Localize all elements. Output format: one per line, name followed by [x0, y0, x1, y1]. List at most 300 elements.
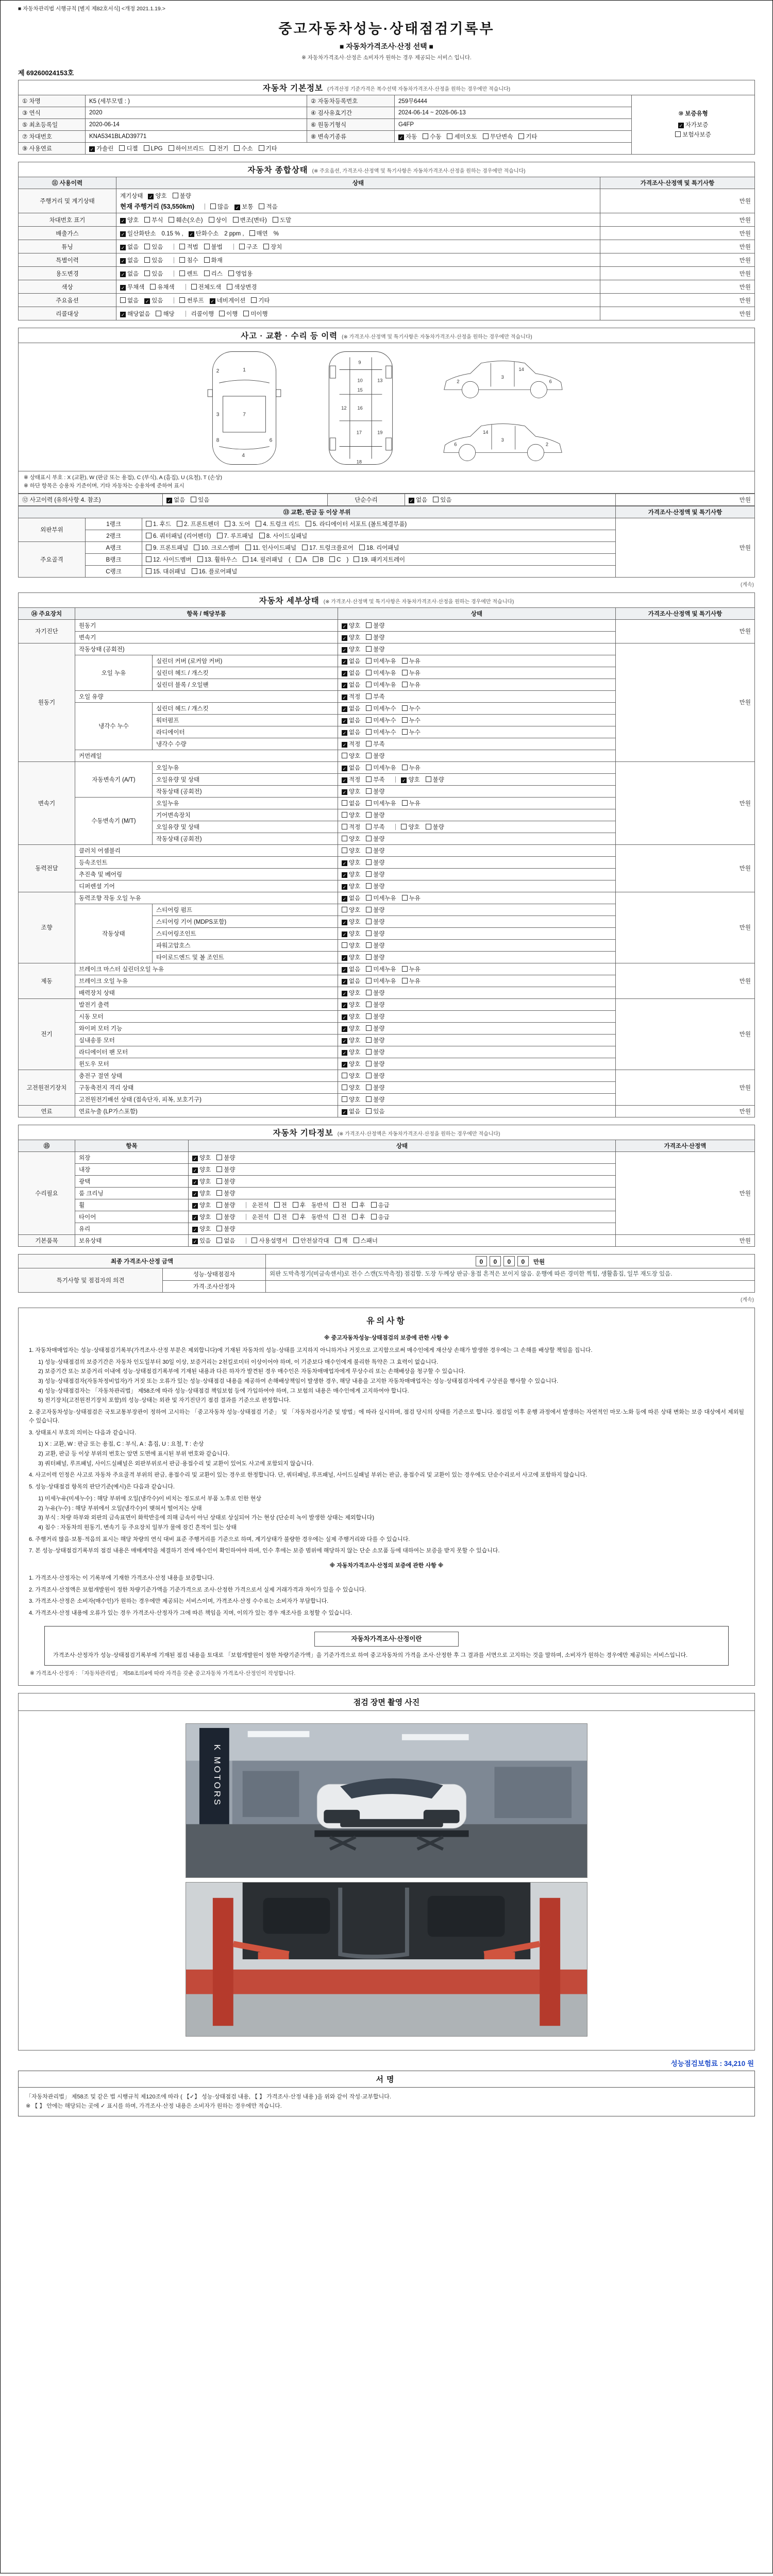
checkbox-icon[interactable]: [371, 1202, 377, 1208]
checkbox-icon[interactable]: [366, 753, 372, 758]
option-화재[interactable]: [204, 256, 223, 264]
checkbox-icon[interactable]: [366, 824, 372, 829]
option-불량[interactable]: [366, 1036, 384, 1044]
option-15. 대쉬패널[interactable]: [146, 567, 186, 575]
option-16. 플로어패널[interactable]: [192, 567, 238, 575]
checkbox-icon[interactable]: [366, 966, 372, 972]
checkbox-icon[interactable]: [293, 1202, 298, 1208]
option-양호[interactable]: [342, 882, 360, 890]
option-일산화탄소[interactable]: [120, 229, 156, 238]
checkbox-icon[interactable]: [225, 521, 230, 527]
option-불량[interactable]: [366, 906, 384, 914]
option-불량[interactable]: [216, 1225, 235, 1233]
checkbox-icon[interactable]: [342, 824, 347, 829]
option-양호[interactable]: [192, 1177, 211, 1185]
option-불량[interactable]: [366, 870, 384, 878]
checkbox-icon[interactable]: [169, 145, 174, 151]
option-불량[interactable]: [366, 1060, 384, 1068]
option-장치[interactable]: [263, 243, 282, 251]
checkbox-icon[interactable]: ✓: [342, 694, 347, 700]
checkbox-icon[interactable]: [366, 812, 372, 818]
checkbox-icon[interactable]: [402, 729, 408, 735]
checkbox-icon[interactable]: [402, 978, 408, 984]
option-미세누수[interactable]: [366, 716, 396, 724]
checkbox-icon[interactable]: ✓: [342, 730, 347, 736]
option-보통[interactable]: [234, 202, 253, 211]
checkbox-icon[interactable]: ✓: [342, 884, 347, 890]
checkbox-icon[interactable]: [366, 907, 372, 912]
option-양호[interactable]: [342, 835, 360, 843]
checkbox-icon[interactable]: ✓: [193, 1203, 197, 1209]
checkbox-icon[interactable]: [120, 297, 126, 303]
option-불량[interactable]: [216, 1165, 235, 1174]
option-있음[interactable]: [192, 1236, 211, 1245]
option-불량[interactable]: [216, 1177, 235, 1185]
checkbox-icon[interactable]: ✓: [342, 659, 347, 665]
option-불량[interactable]: [366, 811, 384, 819]
checkbox-icon[interactable]: [354, 556, 359, 562]
checkbox-icon[interactable]: [366, 883, 372, 889]
option-양호[interactable]: [342, 1036, 360, 1044]
option-많음[interactable]: [210, 202, 229, 211]
checkbox-icon[interactable]: [210, 204, 216, 209]
checkbox-icon[interactable]: [366, 776, 372, 782]
checkbox-icon[interactable]: [366, 646, 372, 652]
checkbox-icon[interactable]: [366, 1073, 372, 1078]
option-없음[interactable]: [342, 681, 360, 689]
checkbox-icon[interactable]: ✓: [399, 135, 404, 140]
checkbox-icon[interactable]: [306, 521, 311, 527]
checkbox-icon[interactable]: [216, 1214, 222, 1219]
checkbox-icon[interactable]: [144, 217, 150, 223]
checkbox-icon[interactable]: [366, 919, 372, 924]
checkbox-icon[interactable]: ✓: [342, 789, 347, 795]
checkbox-icon[interactable]: ✓: [90, 147, 94, 152]
option-양호[interactable]: [342, 645, 360, 653]
option-양호[interactable]: [342, 1012, 360, 1021]
checkbox-icon[interactable]: ✓: [121, 258, 125, 264]
checkbox-icon[interactable]: [342, 1096, 347, 1102]
checkbox-icon[interactable]: [359, 545, 365, 550]
option-없음[interactable]: [409, 496, 427, 504]
checkbox-icon[interactable]: ✓: [121, 285, 125, 291]
option-없음[interactable]: [342, 1107, 360, 1115]
option-있음[interactable]: [144, 296, 163, 304]
checkbox-icon[interactable]: [249, 230, 255, 236]
option-양호[interactable]: [192, 1165, 211, 1174]
checkbox-icon[interactable]: [366, 800, 372, 806]
checkbox-icon[interactable]: [217, 533, 223, 538]
checkbox-icon[interactable]: ✓: [342, 742, 347, 748]
option-누유[interactable]: [402, 977, 421, 985]
option-부식[interactable]: [144, 216, 163, 224]
checkbox-icon[interactable]: [402, 705, 408, 711]
checkbox-icon[interactable]: [366, 729, 372, 735]
checkbox-icon[interactable]: [366, 682, 372, 687]
option-8. 사이드실패널[interactable]: [259, 532, 307, 540]
checkbox-icon[interactable]: [144, 244, 150, 249]
option-불량[interactable]: [173, 192, 191, 200]
option-후[interactable]: [352, 1213, 365, 1221]
option-전[interactable]: [333, 1213, 346, 1221]
checkbox-icon[interactable]: [144, 257, 150, 263]
checkbox-icon[interactable]: ✓: [193, 1239, 197, 1244]
option-있음[interactable]: [144, 256, 163, 264]
checkbox-icon[interactable]: ✓: [342, 860, 347, 866]
option-양호[interactable]: [342, 787, 360, 795]
checkbox-icon[interactable]: [366, 634, 372, 640]
option-13. 휠하우스[interactable]: [197, 555, 238, 564]
option-보험사보증[interactable]: [635, 130, 751, 139]
option-7. 루프패널[interactable]: [217, 532, 254, 540]
checkbox-icon[interactable]: [216, 1202, 222, 1208]
option-기타[interactable]: [251, 296, 270, 304]
option-전체도색[interactable]: [191, 283, 221, 291]
option-적정[interactable]: [342, 740, 360, 748]
option-양호[interactable]: [192, 1154, 211, 1162]
option-잭[interactable]: [335, 1236, 348, 1245]
checkbox-icon[interactable]: [371, 1214, 377, 1219]
checkbox-icon[interactable]: [423, 133, 428, 139]
option-누유[interactable]: [402, 681, 421, 689]
option-미세누수[interactable]: [366, 728, 396, 736]
checkbox-icon[interactable]: [342, 800, 347, 806]
checkbox-icon[interactable]: [402, 658, 408, 664]
option-양호[interactable]: [401, 823, 419, 831]
checkbox-icon[interactable]: [191, 497, 196, 502]
checkbox-icon[interactable]: [366, 848, 372, 853]
checkbox-icon[interactable]: ✓: [342, 931, 347, 937]
checkbox-icon[interactable]: [216, 1178, 222, 1184]
option-A[interactable]: [296, 556, 307, 563]
option-이행[interactable]: [219, 310, 238, 318]
option-1. 후드[interactable]: [146, 520, 171, 528]
checkbox-icon[interactable]: [263, 244, 269, 249]
checkbox-icon[interactable]: [366, 1096, 372, 1102]
option-불량[interactable]: [366, 1095, 384, 1104]
checkbox-icon[interactable]: [402, 895, 408, 901]
option-불량[interactable]: [366, 621, 384, 630]
checkbox-icon[interactable]: [234, 145, 240, 151]
checkbox-icon[interactable]: ✓: [409, 498, 414, 503]
checkbox-icon[interactable]: ✓: [210, 298, 215, 304]
checkbox-icon[interactable]: [146, 556, 152, 562]
checkbox-icon[interactable]: [259, 145, 264, 151]
option-양호[interactable]: [120, 216, 139, 224]
checkbox-icon[interactable]: ✓: [193, 1191, 197, 1197]
checkbox-icon[interactable]: [194, 545, 199, 550]
option-기타[interactable]: [518, 132, 537, 141]
option-무채색[interactable]: [120, 283, 144, 291]
option-불량[interactable]: [366, 1001, 384, 1009]
checkbox-icon[interactable]: [156, 311, 161, 316]
checkbox-icon[interactable]: [402, 717, 408, 723]
checkbox-icon[interactable]: [219, 311, 225, 316]
option-전기[interactable]: [210, 144, 228, 152]
option-불량[interactable]: [366, 882, 384, 890]
option-하이브리드[interactable]: [169, 144, 205, 152]
option-후[interactable]: [293, 1201, 306, 1209]
checkbox-icon[interactable]: [150, 284, 156, 290]
checkbox-icon[interactable]: [251, 297, 257, 303]
option-양호[interactable]: [342, 621, 360, 630]
checkbox-icon[interactable]: [366, 895, 372, 901]
checkbox-icon[interactable]: [216, 1238, 222, 1243]
checkbox-icon[interactable]: [179, 244, 185, 249]
checkbox-icon[interactable]: ✓: [342, 1003, 347, 1008]
checkbox-icon[interactable]: [366, 978, 372, 984]
checkbox-icon[interactable]: [228, 270, 234, 276]
checkbox-icon[interactable]: [402, 670, 408, 675]
option-양호[interactable]: [342, 1095, 360, 1104]
checkbox-icon[interactable]: [366, 1061, 372, 1066]
option-응급[interactable]: [371, 1201, 390, 1209]
option-불량[interactable]: [366, 645, 384, 653]
checkbox-icon[interactable]: [342, 907, 347, 912]
option-양호[interactable]: [342, 1060, 360, 1068]
checkbox-icon[interactable]: [366, 1084, 372, 1090]
option-불량[interactable]: [216, 1213, 235, 1221]
checkbox-icon[interactable]: [216, 1166, 222, 1172]
option-불량[interactable]: [366, 858, 384, 867]
option-불량[interactable]: [366, 1048, 384, 1056]
checkbox-icon[interactable]: [209, 217, 214, 223]
checkbox-icon[interactable]: ✓: [145, 298, 149, 304]
option-불량[interactable]: [216, 1201, 235, 1209]
option-부족[interactable]: [366, 775, 384, 784]
option-17. 트렁크플로어[interactable]: [302, 544, 354, 552]
checkbox-icon[interactable]: [233, 217, 239, 223]
option-네비게이션[interactable]: [210, 296, 246, 304]
checkbox-icon[interactable]: [302, 545, 308, 550]
checkbox-icon[interactable]: [366, 1049, 372, 1055]
option-후[interactable]: [352, 1201, 365, 1209]
checkbox-icon[interactable]: [342, 812, 347, 818]
checkbox-icon[interactable]: ✓: [342, 683, 347, 688]
checkbox-icon[interactable]: ✓: [342, 979, 347, 985]
option-양호[interactable]: [192, 1201, 211, 1209]
checkbox-icon[interactable]: [216, 1155, 222, 1160]
option-없음[interactable]: [342, 704, 360, 713]
checkbox-icon[interactable]: [204, 270, 210, 276]
checkbox-icon[interactable]: [146, 533, 152, 538]
option-불량[interactable]: [366, 787, 384, 795]
checkbox-icon[interactable]: [179, 297, 185, 303]
option-미세누유[interactable]: [366, 977, 396, 985]
option-LPG[interactable]: [144, 145, 163, 152]
checkbox-icon[interactable]: [239, 244, 245, 249]
checkbox-icon[interactable]: [483, 133, 489, 139]
option-누수[interactable]: [402, 728, 421, 736]
checkbox-icon[interactable]: ✓: [342, 766, 347, 771]
option-불량[interactable]: [216, 1189, 235, 1197]
option-미세누수[interactable]: [366, 704, 396, 713]
checkbox-icon[interactable]: [366, 705, 372, 711]
option-미세누유[interactable]: [366, 894, 396, 902]
option-양호[interactable]: [342, 1024, 360, 1032]
option-C[interactable]: [329, 556, 341, 563]
option-불량[interactable]: [366, 1072, 384, 1080]
option-없음[interactable]: [342, 669, 360, 677]
checkbox-icon[interactable]: [259, 533, 265, 538]
checkbox-icon[interactable]: [251, 1238, 257, 1243]
option-누유[interactable]: [402, 799, 421, 807]
option-10. 크로스멤버[interactable]: [194, 544, 240, 552]
checkbox-icon[interactable]: [366, 930, 372, 936]
option-적정[interactable]: [342, 692, 360, 701]
checkbox-icon[interactable]: [259, 204, 264, 209]
option-리스[interactable]: [204, 269, 223, 278]
checkbox-icon[interactable]: [342, 848, 347, 853]
checkbox-icon[interactable]: [366, 693, 372, 699]
checkbox-icon[interactable]: ✓: [342, 718, 347, 724]
option-누수[interactable]: [402, 716, 421, 724]
option-미세누유[interactable]: [366, 669, 396, 677]
option-침수[interactable]: [179, 256, 198, 264]
option-적정[interactable]: [342, 775, 360, 784]
checkbox-icon[interactable]: [191, 284, 197, 290]
checkbox-icon[interactable]: [204, 244, 210, 249]
option-B[interactable]: [313, 556, 324, 563]
option-누유[interactable]: [402, 894, 421, 902]
option-불량[interactable]: [366, 953, 384, 961]
checkbox-icon[interactable]: [197, 556, 203, 562]
option-미세누유[interactable]: [366, 681, 396, 689]
checkbox-icon[interactable]: ✓: [121, 231, 125, 237]
option-불법[interactable]: [204, 243, 223, 251]
option-양호[interactable]: [192, 1213, 211, 1221]
option-없음[interactable]: [216, 1236, 235, 1245]
option-불량[interactable]: [366, 941, 384, 950]
checkbox-icon[interactable]: [366, 954, 372, 960]
option-없음[interactable]: [342, 716, 360, 724]
option-자가보증[interactable]: [635, 121, 751, 129]
checkbox-icon[interactable]: [366, 859, 372, 865]
option-없음[interactable]: [342, 764, 360, 772]
option-4. 트렁크 리드[interactable]: [256, 520, 300, 528]
option-불량[interactable]: [366, 846, 384, 855]
checkbox-icon[interactable]: ✓: [679, 123, 683, 128]
option-디젤[interactable]: [119, 144, 138, 152]
option-도말[interactable]: [273, 216, 291, 224]
option-탄화수소[interactable]: [189, 229, 219, 238]
option-없음[interactable]: [120, 256, 139, 264]
checkbox-icon[interactable]: [296, 556, 301, 562]
checkbox-icon[interactable]: ✓: [342, 635, 347, 641]
checkbox-icon[interactable]: ✓: [342, 1050, 347, 1056]
checkbox-icon[interactable]: ✓: [342, 872, 347, 878]
checkbox-icon[interactable]: ✓: [342, 920, 347, 925]
option-없음[interactable]: [342, 799, 360, 807]
checkbox-icon[interactable]: [335, 1238, 341, 1243]
option-5. 라디에이터 서포트 (볼트체결부품)[interactable]: [306, 520, 407, 528]
checkbox-icon[interactable]: [366, 741, 372, 747]
option-불량[interactable]: [366, 752, 384, 760]
checkbox-icon[interactable]: [518, 133, 524, 139]
option-양호[interactable]: [192, 1225, 211, 1233]
checkbox-icon[interactable]: [366, 622, 372, 628]
checkbox-icon[interactable]: [192, 568, 197, 574]
option-불량[interactable]: [366, 989, 384, 997]
checkbox-icon[interactable]: [146, 521, 152, 527]
option-매연[interactable]: [249, 229, 268, 238]
option-없음[interactable]: [120, 243, 139, 251]
checkbox-icon[interactable]: [177, 521, 182, 527]
checkbox-icon[interactable]: [426, 824, 431, 829]
checkbox-icon[interactable]: ✓: [342, 623, 347, 629]
checkbox-icon[interactable]: [313, 556, 318, 562]
option-불량[interactable]: [366, 633, 384, 641]
option-양호[interactable]: [342, 918, 360, 926]
option-양호[interactable]: [342, 1072, 360, 1080]
option-12. 사이드멤버[interactable]: [146, 555, 192, 564]
option-11. 인사이드패널[interactable]: [245, 544, 296, 552]
option-불량[interactable]: [366, 929, 384, 938]
checkbox-icon[interactable]: [366, 836, 372, 841]
option-18. 리어패널[interactable]: [359, 544, 399, 552]
checkbox-icon[interactable]: [274, 1202, 280, 1208]
option-부족[interactable]: [366, 692, 384, 701]
option-수동[interactable]: [423, 132, 441, 141]
option-19. 패키지트레이[interactable]: [354, 555, 405, 564]
option-누수[interactable]: [402, 704, 421, 713]
checkbox-icon[interactable]: [342, 1084, 347, 1090]
checkbox-icon[interactable]: [273, 217, 278, 223]
checkbox-icon[interactable]: [366, 788, 372, 794]
checkbox-icon[interactable]: [333, 1202, 339, 1208]
checkbox-icon[interactable]: [402, 800, 408, 806]
checkbox-icon[interactable]: ✓: [189, 231, 194, 237]
checkbox-icon[interactable]: [366, 1025, 372, 1031]
option-14. 필러패널[interactable]: [243, 555, 283, 564]
option-불량[interactable]: [366, 918, 384, 926]
option-수소[interactable]: [234, 144, 253, 152]
option-없음[interactable]: [342, 965, 360, 973]
option-불량[interactable]: [426, 775, 444, 784]
option-양호[interactable]: [342, 1083, 360, 1092]
checkbox-icon[interactable]: [210, 145, 215, 151]
checkbox-icon[interactable]: [366, 871, 372, 877]
checkbox-icon[interactable]: [354, 1238, 359, 1243]
checkbox-icon[interactable]: ✓: [342, 1026, 347, 1032]
option-양호[interactable]: [342, 1001, 360, 1009]
option-적법[interactable]: [179, 243, 198, 251]
option-변조(변타)[interactable]: [233, 216, 267, 224]
option-전[interactable]: [274, 1213, 287, 1221]
option-양호[interactable]: [342, 929, 360, 938]
checkbox-icon[interactable]: ✓: [342, 1109, 347, 1115]
checkbox-icon[interactable]: [333, 1214, 339, 1219]
option-가솔린[interactable]: [89, 144, 113, 152]
option-무단변속[interactable]: [483, 132, 513, 141]
checkbox-icon[interactable]: [204, 257, 210, 263]
option-양호[interactable]: [192, 1189, 211, 1197]
option-응급[interactable]: [371, 1213, 390, 1221]
checkbox-icon[interactable]: [146, 545, 152, 550]
option-양호[interactable]: [342, 989, 360, 997]
checkbox-icon[interactable]: ✓: [193, 1156, 197, 1161]
checkbox-icon[interactable]: [366, 1108, 372, 1114]
option-양호[interactable]: [148, 192, 166, 200]
option-있음[interactable]: [366, 1107, 384, 1115]
option-불량[interactable]: [366, 1024, 384, 1032]
option-사용설명서[interactable]: [251, 1236, 288, 1245]
option-렌트[interactable]: [179, 269, 198, 278]
option-양호[interactable]: [342, 941, 360, 950]
option-스패너[interactable]: [354, 1236, 378, 1245]
option-있음[interactable]: [144, 243, 163, 251]
checkbox-icon[interactable]: [256, 521, 261, 527]
